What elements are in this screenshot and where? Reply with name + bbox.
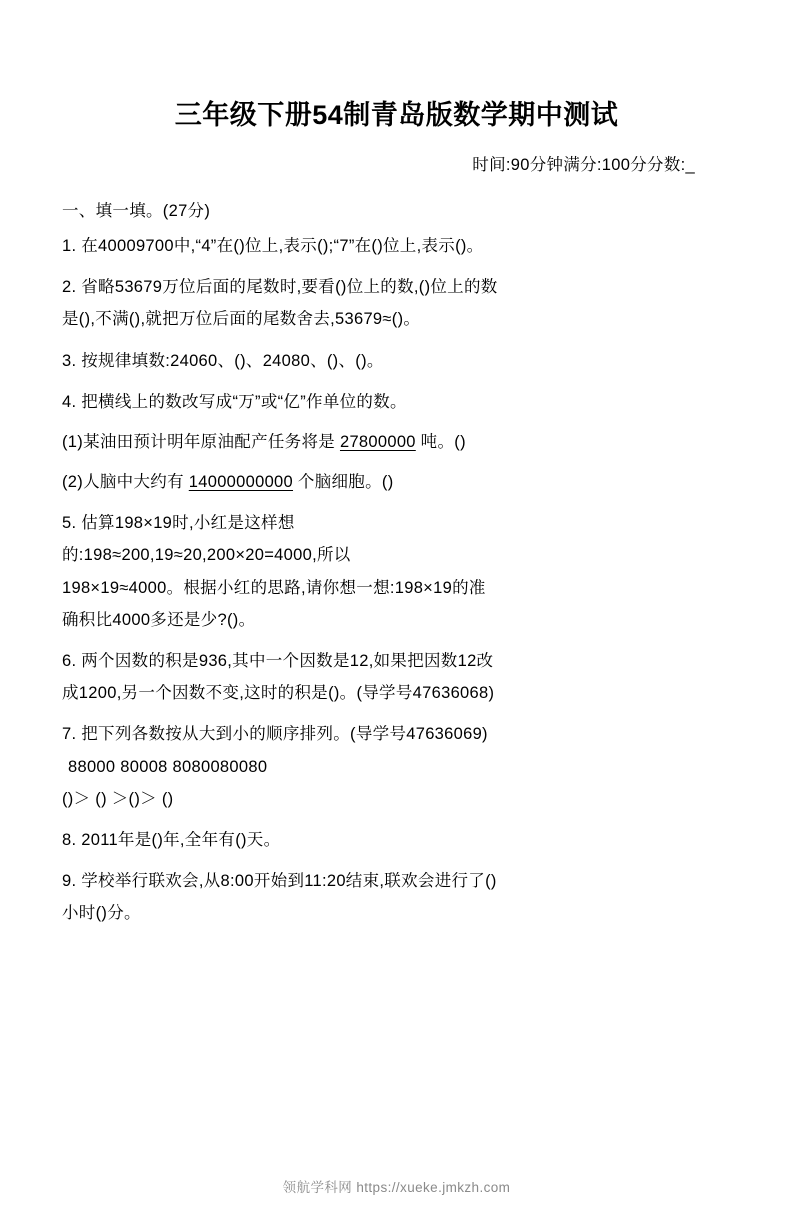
question-4-sub-1-prefix: (1)某油田预计明年原油配产任务将是: [62, 432, 336, 451]
question-2-line-1: 2. 省略53679万位后面的尾数时,要看()位上的数,()位上的数: [62, 278, 498, 297]
question-4-sub-2: [62, 466, 731, 498]
question-4-sub-2-prefix: (2)人脑中大约有: [62, 473, 184, 492]
question-4-line-1: 4. 把横线上的数改写成“万”或“亿”作单位的数。: [62, 392, 407, 411]
question-4: [62, 386, 731, 499]
question-7-line-1: 7. 把下列各数按从大到小的顺序排列。(导学号47636069): [62, 725, 488, 744]
question-9-line-2: 小时()分。: [62, 904, 141, 923]
question-3-line-1: 3. 按规律填数:24060、()、24080、()、()。: [62, 351, 384, 370]
footer-watermark: 领航学科网 https://xueke.jmkzh.com: [282, 1180, 511, 1195]
question-5: [62, 507, 731, 636]
question-6-line-2: 成1200,另一个因数不变,这时的积是()。(导学号47636068): [62, 684, 495, 703]
question-3: [62, 345, 731, 377]
question-5-line-1: 5. 估算198×19时,小红是这样想: [62, 514, 295, 533]
question-4-sub-1-number: 27800000: [339, 432, 416, 451]
question-8: [62, 824, 731, 856]
question-6-line-1: 6. 两个因数的积是936,其中一个因数是12,如果把因数12改: [62, 651, 494, 670]
question-5-line-3: 198×19≈4000。根据小红的思路,请你想一想:198×19的准: [62, 578, 486, 597]
question-7-numbers: 88000 80008 8080080080: [68, 757, 268, 776]
question-4-sub-2-number: 14000000000: [188, 473, 294, 492]
question-5-line-4: 确积比4000多还是少?()。: [62, 610, 256, 629]
question-1: [62, 230, 731, 262]
question-1-line-1: 1. 在40009700中,“4”在()位上,表示();“7”在()位上,表示()。: [62, 237, 484, 256]
question-5-line-2: 的:198≈200,19≈20,200×20=4000,所以: [62, 546, 351, 565]
question-9: [62, 865, 731, 929]
question-4-sub-1-suffix: 吨。(): [420, 432, 466, 451]
document-page: [0, 98, 793, 1220]
question-4-sub-1: [62, 426, 731, 458]
question-2-line-2: 是(),不满(),就把万位后面的尾数舍去,53679≈()。: [62, 310, 421, 329]
question-8-line-1: 8. 2011年是()年,全年有()天。: [62, 830, 281, 849]
question-2: [62, 271, 731, 335]
question-9-line-1: 9. 学校举行联欢会,从8:00开始到11:20结束,联欢会进行了(): [62, 872, 497, 891]
section-heading-fill-in-blank: 一、填一填。(27分): [62, 202, 211, 221]
question-7: [62, 718, 731, 815]
question-7-answer-line: ()＞ () ＞()＞ (): [62, 789, 174, 808]
exam-meta-info: 时间:90分钟满分:100分分数:_: [472, 156, 695, 175]
question-4-sub-2-suffix: 个脑细胞。(): [297, 473, 394, 492]
page-title: 三年级下册54制青岛版数学期中测试: [174, 100, 619, 130]
question-6: [62, 645, 731, 709]
